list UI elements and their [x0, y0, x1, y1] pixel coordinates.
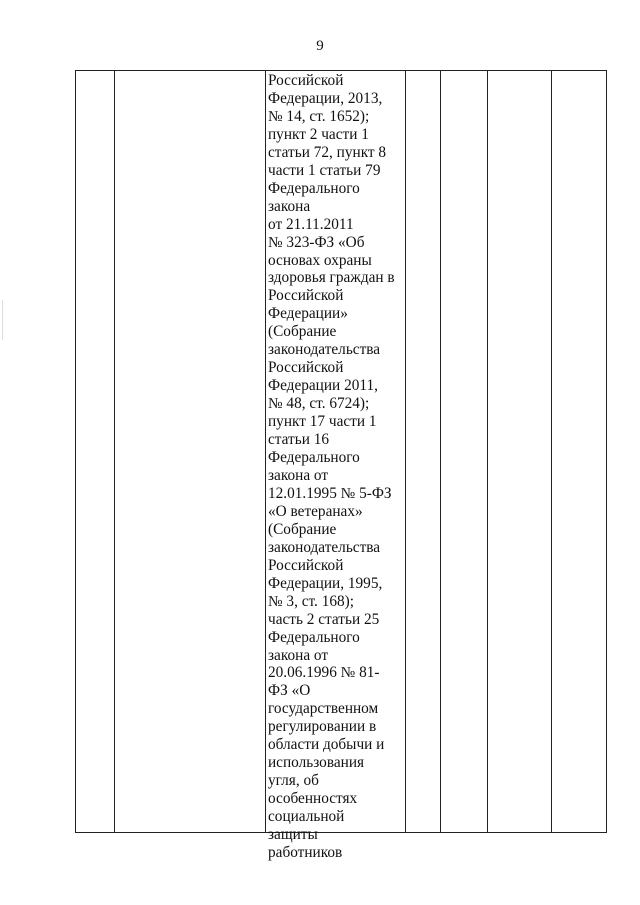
cell-text-line: от 21.11.2011 — [268, 215, 354, 233]
cell-text-line: № 14, ст. 1652); — [268, 107, 370, 125]
cell-text-line: Федерального — [268, 449, 360, 467]
cell-text-line: социальной — [268, 808, 345, 826]
document-table — [75, 70, 607, 861]
column-divider — [551, 71, 552, 832]
cell-text-line: пункт 17 части 1 — [268, 413, 377, 431]
cell-text-line: № 323-ФЗ «Об — [268, 233, 365, 251]
cell-text-line: (Собрание — [268, 323, 337, 341]
cell-text-line: Российской — [268, 359, 344, 377]
cell-text-line: статьи 16 — [268, 431, 330, 449]
cell-text-line: 12.01.1995 № 5-ФЗ — [268, 484, 392, 502]
cell-text-line: часть 2 статьи 25 — [268, 610, 380, 628]
cell-text-line: ФЗ «О — [268, 682, 311, 700]
cell-text-line: № 3, ст. 168); — [268, 592, 354, 610]
cell-text-line: закона — [268, 197, 311, 215]
cell-text-line: (Собрание — [268, 520, 337, 538]
cell-text-line: защиты — [268, 826, 318, 844]
cell-text-line: «О ветеранах» — [268, 502, 363, 520]
cell-text-line: законодательства — [268, 538, 381, 556]
cell-text-line: № 48, ст. 6724); — [268, 395, 370, 413]
cell-text-line: статьи 72, пункт 8 — [268, 143, 387, 161]
cell-text-line: Федерации 2011, — [268, 377, 378, 395]
cell-text-line: Федерального — [268, 628, 360, 646]
scan-edge-mark — [2, 300, 3, 340]
cell-text-line: области добычи и — [268, 736, 385, 754]
cell-text-line: Российской — [268, 72, 344, 89]
cell-text-line: части 1 статьи 79 — [268, 161, 381, 179]
cell-text-line: Российской — [268, 556, 344, 574]
column-divider — [440, 71, 441, 832]
cell-text-line: использования — [268, 754, 365, 772]
cell-text-line: работников — [268, 843, 343, 861]
cell-text-line: закона от — [268, 646, 329, 664]
column-divider — [405, 71, 406, 832]
column-divider — [487, 71, 488, 832]
cell-text-line: Российской — [268, 287, 344, 305]
cell-text-line: регулировании в — [268, 718, 377, 736]
cell-text-line: Федерации» — [268, 305, 348, 323]
cell-text-line: государственном — [268, 700, 379, 718]
cell-text-line: Федерации, 1995, — [268, 574, 383, 592]
cell-text-line: законодательства — [268, 341, 381, 359]
cell-text-line: 20.06.1996 № 81- — [268, 664, 380, 682]
cell-text-line: угля, об — [268, 772, 319, 790]
cell-text-line: здоровья граждан в — [268, 269, 395, 287]
cell-text-line: основах охраны — [268, 251, 372, 269]
cell-text-line: пункт 2 части 1 — [268, 125, 369, 143]
column-divider — [114, 71, 115, 832]
page-number: 9 — [316, 38, 324, 54]
cell-text-line: особенностях — [268, 790, 358, 808]
cell-text-line: закона от — [268, 466, 329, 484]
column-divider — [265, 71, 266, 832]
cell-text-line: Федерации, 2013, — [268, 89, 383, 107]
cell-text-line: Федерального — [268, 179, 360, 197]
legal-references-cell — [268, 72, 404, 862]
